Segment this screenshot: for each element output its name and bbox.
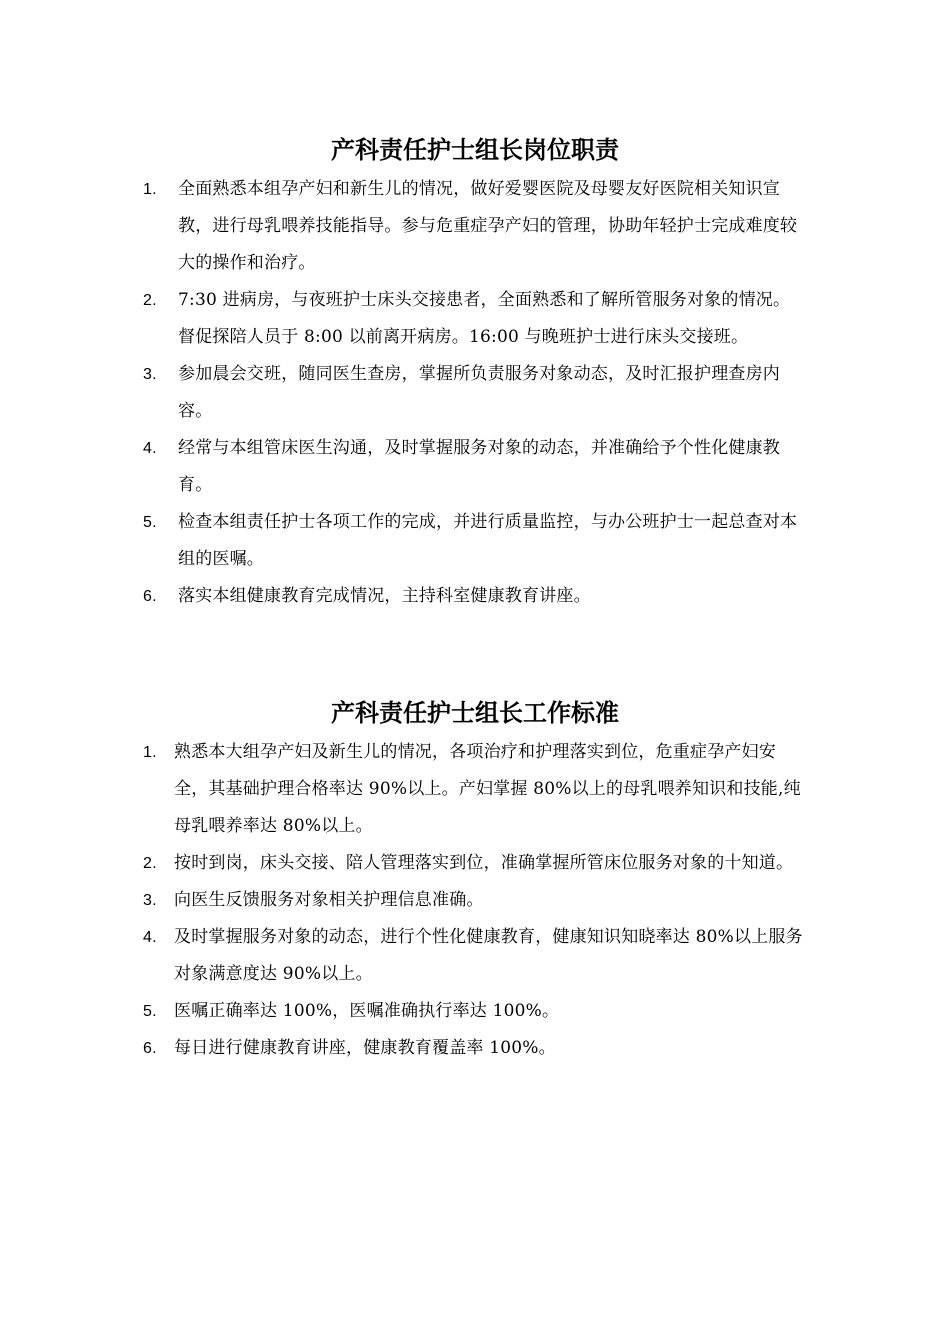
item-text: 落实本组健康教育完成情况，主持科室健康教育讲座。 <box>178 586 591 606</box>
item-number: 1. <box>143 744 157 761</box>
item-number: 6. <box>143 588 157 605</box>
item-text: 熟悉本大组孕产妇及新生儿的情况，各项治疗和护理落实到位，危重症孕产妇安全，其基础护理合格率达 90%以上。产妇掌握 80%以上的母乳喂养知识和技能,纯母乳喂养率达 80%以上。 <box>174 742 801 836</box>
duty-item <box>0 356 806 430</box>
standard-item <box>0 919 806 993</box>
item-text: 向医生反馈服务对象相关护理信息准确。 <box>174 890 484 910</box>
standard-item <box>0 993 806 1030</box>
item-number: 3. <box>143 366 157 383</box>
standard-item <box>0 882 806 919</box>
standards-list <box>0 734 806 1067</box>
standard-item <box>0 1030 806 1067</box>
duty-item <box>0 430 806 504</box>
item-number: 5. <box>143 514 157 531</box>
item-number: 3. <box>143 892 157 909</box>
item-text: 及时掌握服务对象的动态，进行个性化健康教育，健康知识知晓率达 80%以上服务对象满意度达 90%以上。 <box>174 927 803 984</box>
item-text: 经常与本组管床医生沟通，及时掌握服务对象的动态，并准确给予个性化健康教育。 <box>178 438 780 495</box>
item-text: 每日进行健康教育讲座，健康教育覆盖率 100%。 <box>174 1038 556 1058</box>
standard-item <box>0 734 806 845</box>
item-number: 2. <box>143 292 157 309</box>
item-text: 7:30 进病房，与夜班护士床头交接患者，全面熟悉和了解所管服务对象的情况。督促探陪人员于 8:00 以前离开病房。16:00 与晚班护士进行床头交接班。 <box>178 290 791 347</box>
section-title-duties: 产科责任护士组长岗位职责 <box>331 135 619 164</box>
duties-list <box>0 171 806 615</box>
item-text: 全面熟悉本组孕产妇和新生儿的情况，做好爱婴医院及母婴友好医院相关知识宣教，进行母乳喂养技能指导。参与危重症孕产妇的管理，协助年轻护士完成难度较大的操作和治疗。 <box>178 179 798 273</box>
item-number: 4. <box>143 929 157 946</box>
item-number: 2. <box>143 855 157 872</box>
section-title-standards: 产科责任护士组长工作标准 <box>331 698 619 727</box>
item-text: 按时到岗，床头交接、陪人管理落实到位，准确掌握所管床位服务对象的十知道。 <box>174 853 794 873</box>
item-text: 参加晨会交班，随同医生查房，掌握所负责服务对象动态，及时汇报护理查房内容。 <box>178 364 780 421</box>
item-text: 检查本组责任护士各项工作的完成，并进行质量监控，与办公班护士一起总查对本组的医嘱。 <box>178 512 798 569</box>
standard-item <box>0 845 806 882</box>
duty-item <box>0 171 806 282</box>
duty-item <box>0 504 806 578</box>
duty-item <box>0 578 806 615</box>
item-number: 5. <box>143 1003 157 1020</box>
item-number: 1. <box>143 181 157 198</box>
item-text: 医嘱正确率达 100%，医嘱准确执行率达 100%。 <box>174 1001 560 1021</box>
duty-item <box>0 282 806 356</box>
item-number: 6. <box>143 1040 157 1057</box>
item-number: 4. <box>143 440 157 457</box>
